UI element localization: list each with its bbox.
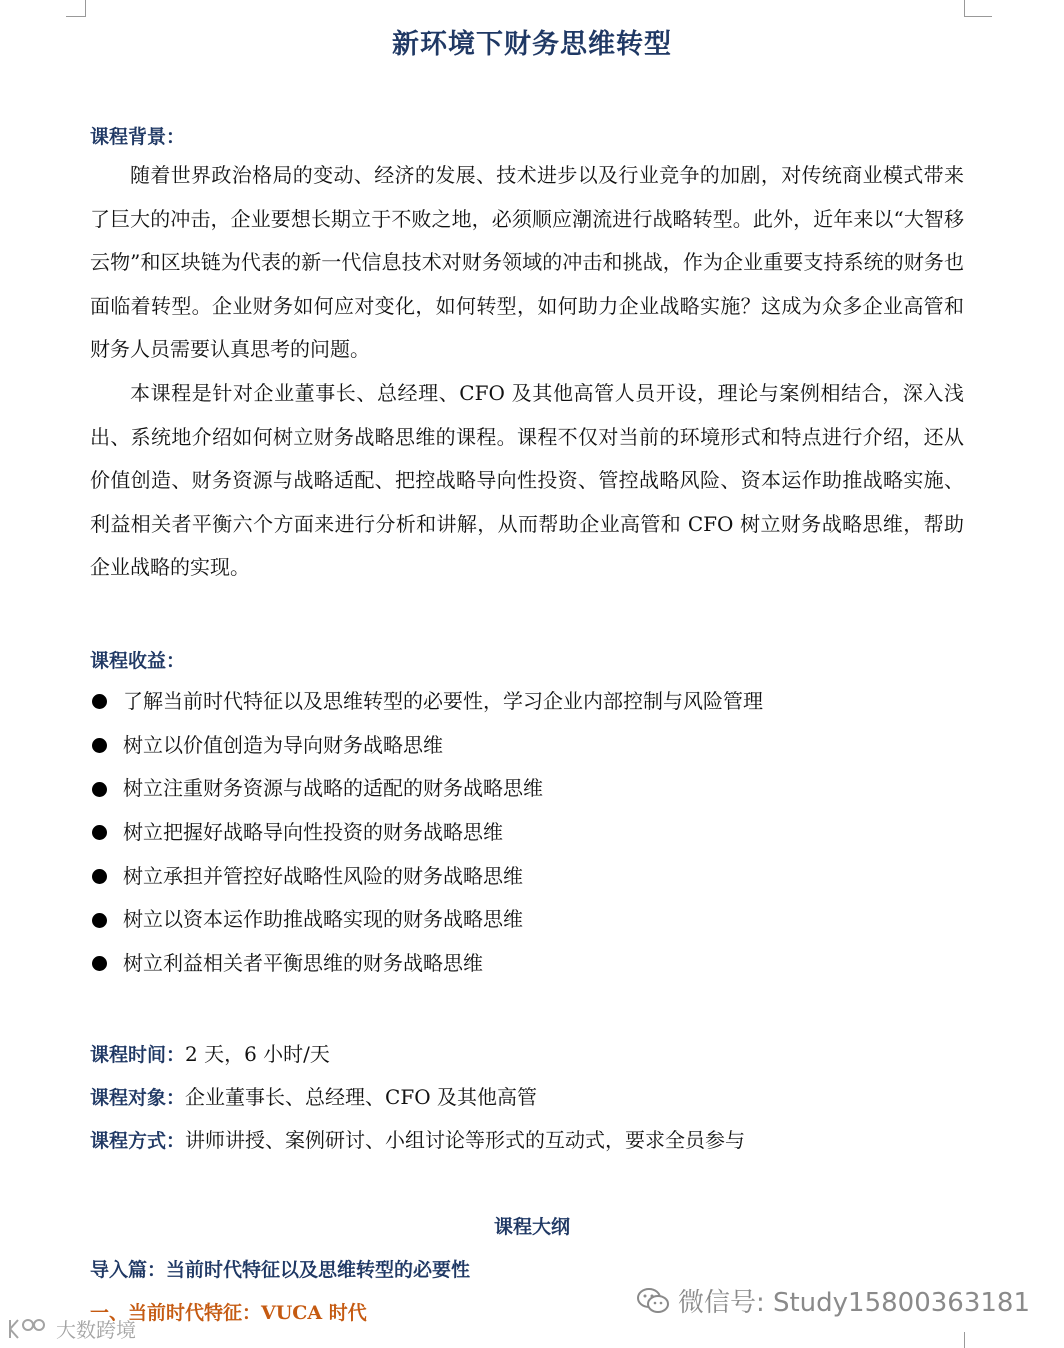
wechat-id-text: 微信号: Study15800363181 bbox=[677, 1288, 1030, 1318]
background-heading: 课程背景： bbox=[90, 126, 186, 148]
course-method-label: 课程方式： bbox=[90, 1130, 186, 1152]
background-paragraph-1: 随着世界政治格局的变动、经济的发展、技术进步以及行业竞争的加剧，对传统商业模式带来了巨大的冲击，企业要想长期立于不败之地，必须顺应潮流进行战略转型。此外，近年来以“大智移云物”和区块链为代表的新一代信息技术对财务领域的冲击和挑战，作为企业重要支持系统的财务也面临着转型。企业财务如何应对变化，如何转型，如何助力企业战略实施？这成为众多企业高管和财务人员需要认真思考的问题。 bbox=[90, 163, 964, 362]
crop-mark-top-left-v bbox=[85, 0, 86, 16]
list-item: 树立以价值创造为导向财务战略思维 bbox=[90, 724, 763, 768]
outline-section-heading: 导入篇：当前时代特征以及思维转型的必要性 bbox=[90, 1259, 471, 1281]
benefits-heading: 课程收益： bbox=[90, 650, 186, 672]
course-time-label: 课程时间： bbox=[90, 1044, 186, 1066]
list-item: 树立注重财务资源与战略的适配的财务战略思维 bbox=[90, 767, 763, 811]
background-paragraph-2: 本课程是针对企业董事长、总经理、CFO 及其他高管人员开设，理论与案例相结合，深入浅出、系统地介绍如何树立财务战略思维的课程。课程不仅对当前的环境形式和特点进行介绍，还从价值创造、财务资源与战略适配、把控战略导向性投资、管控战略风险、资本运作助推战略实施、利益相关者平衡六个方面来进行分析和讲解，从而帮助企业高管和 CFO 树立财务战略思维，帮助企业战略的实现。 bbox=[90, 381, 964, 580]
wechat-icon bbox=[636, 1287, 670, 1315]
crop-mark-bottom-right-v bbox=[964, 1332, 965, 1348]
benefits-list bbox=[90, 680, 763, 986]
crop-mark-top-right-v bbox=[964, 0, 965, 16]
bullet-icon bbox=[92, 694, 107, 709]
bullet-icon bbox=[92, 869, 107, 884]
outline-subsection-heading: 一、当前时代特征：VUCA 时代 bbox=[90, 1302, 367, 1324]
brand-watermark bbox=[6, 1314, 136, 1343]
bullet-icon bbox=[92, 913, 107, 928]
course-audience bbox=[90, 1081, 537, 1110]
list-item: 了解当前时代特征以及思维转型的必要性，学习企业内部控制与风险管理 bbox=[90, 680, 763, 724]
list-item: 树立以资本运作助推战略实现的财务战略思维 bbox=[90, 898, 763, 942]
course-audience-label: 课程对象： bbox=[90, 1087, 186, 1109]
course-method-value: 讲师讲授、案例研讨、小组讨论等形式的互动式，要求全员参与 bbox=[185, 1128, 746, 1152]
course-method bbox=[90, 1124, 745, 1153]
course-time bbox=[90, 1038, 330, 1067]
list-item: 树立承担并管控好战略性风险的财务战略思维 bbox=[90, 855, 763, 899]
bullet-icon bbox=[92, 825, 107, 840]
bullet-icon bbox=[92, 738, 107, 753]
document-title: 新环境下财务思维转型 bbox=[392, 29, 672, 60]
list-item: 树立把握好战略导向性投资的财务战略思维 bbox=[90, 811, 763, 855]
wechat-watermark bbox=[636, 1282, 1030, 1319]
list-item: 树立利益相关者平衡思维的财务战略思维 bbox=[90, 942, 763, 986]
bullet-icon bbox=[92, 956, 107, 971]
outline-title: 课程大纲 bbox=[493, 1216, 570, 1238]
bullet-icon bbox=[92, 782, 107, 797]
brand-logo-icon bbox=[6, 1316, 52, 1342]
brand-watermark-text: 大数跨境 bbox=[56, 1318, 136, 1342]
crop-mark-top-right-h bbox=[964, 16, 992, 17]
course-time-value: 2 天，6 小时/天 bbox=[185, 1042, 330, 1066]
course-audience-value: 企业董事长、总经理、CFO 及其他高管 bbox=[185, 1085, 537, 1109]
crop-mark-top-left-h bbox=[66, 16, 86, 17]
